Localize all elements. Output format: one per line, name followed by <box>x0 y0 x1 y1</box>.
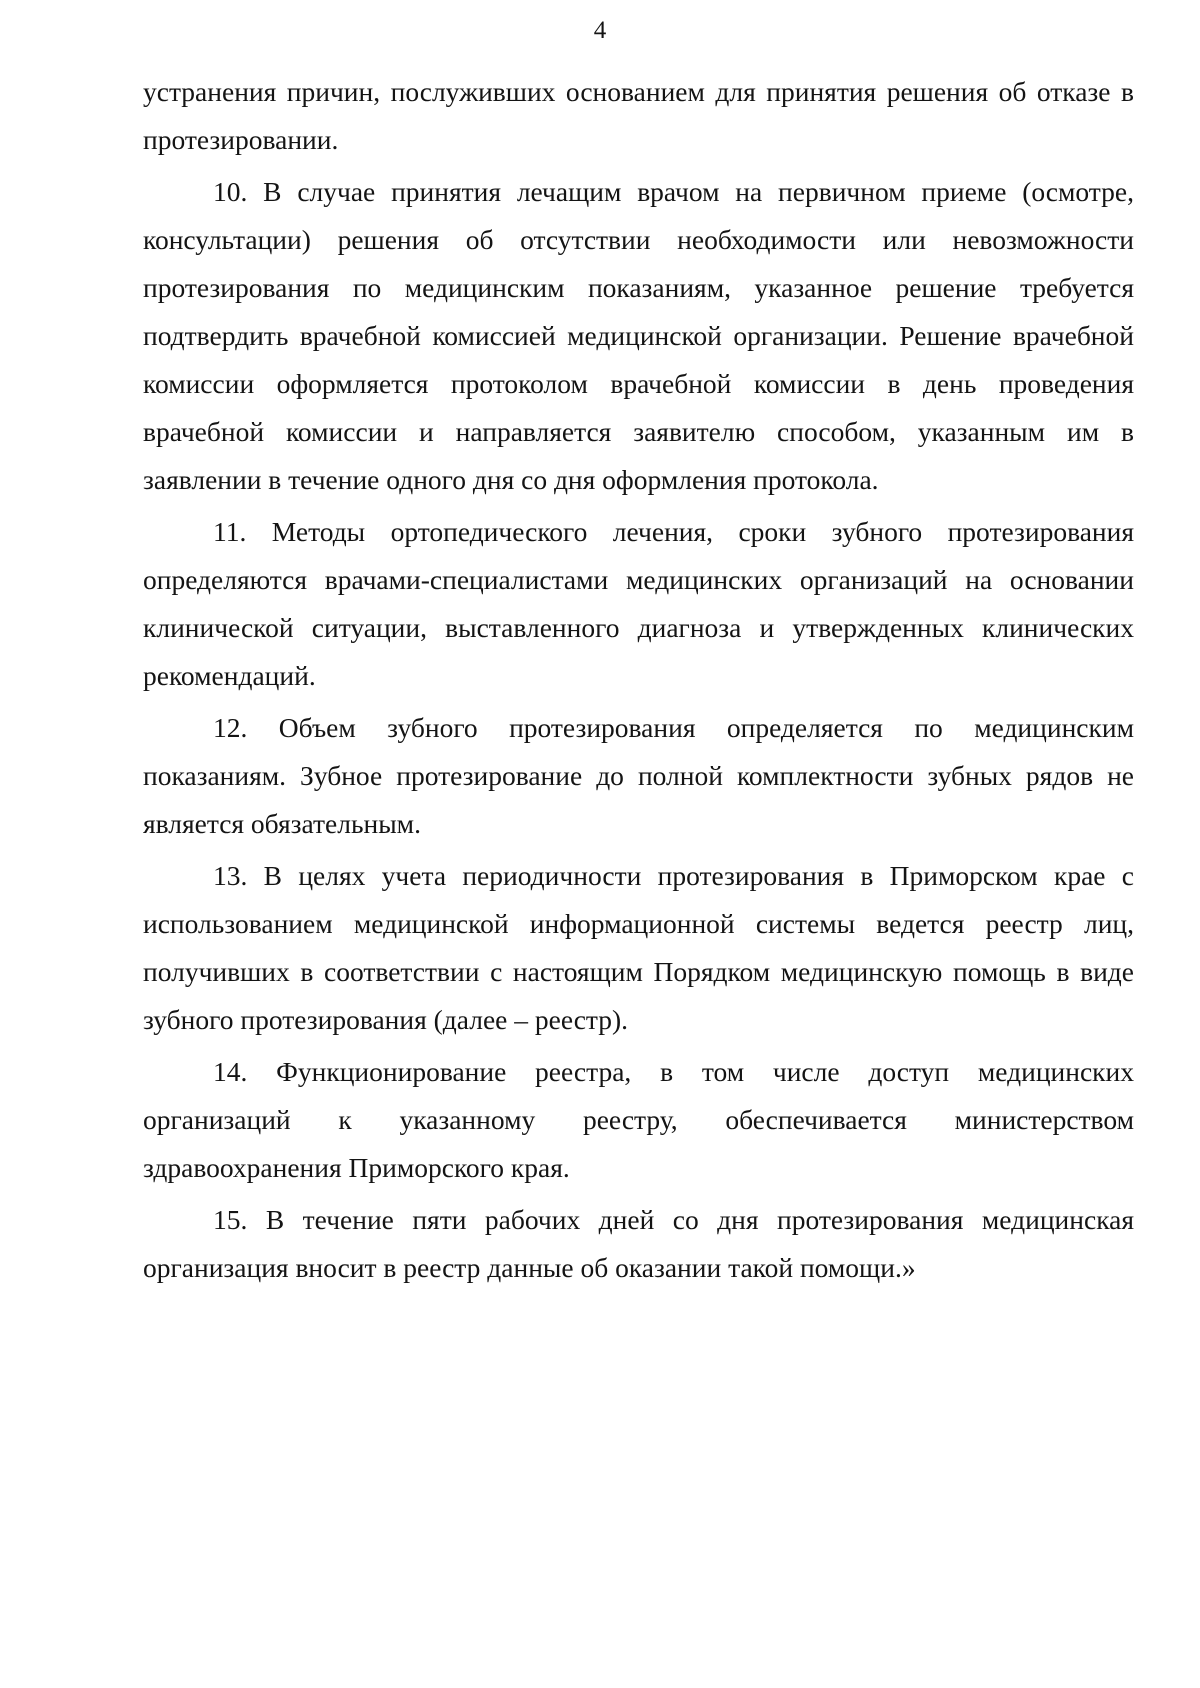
paragraph-item-12: 12. Объем зубного протезирования определяется по медицинским показаниям. Зубное протезирование до полной комплектности зубных рядов не является обязательным. <box>143 712 1134 839</box>
document-body <box>143 68 1134 1292</box>
page-number: 4 <box>593 17 607 44</box>
paragraph-continuation: устранения причин, послуживших основанием для принятия решения об отказе в протезировании. <box>143 76 1134 155</box>
paragraph-item-13: 13. В целях учета периодичности протезирования в Приморском крае с использованием медицинской информационной системы ведется реестр лиц, получивших в соответствии с настоящим Порядком медицинскую помощь в виде зубного протезирования (далее – реестр). <box>143 860 1134 1035</box>
paragraph-item-15: 15. В течение пяти рабочих дней со дня протезирования медицинская организация вносит в реестр данные об оказании такой помощи.» <box>143 1204 1134 1283</box>
paragraph-item-14: 14. Функционирование реестра, в том числе доступ медицинских организаций к указанному реестру, обеспечивается министерством здравоохранения Приморского края. <box>143 1056 1134 1183</box>
paragraph-item-10: 10. В случае принятия лечащим врачом на первичном приеме (осмотре, консультации) решения об отсутствии необходимости или невозможности протезирования по медицинским показаниям, указанное решение требуется подтвердить врачебной комиссией медицинской организации. Решение врачебной комиссии оформляется протоколом врачебной комиссии в день проведения врачебной комиссии и направляется заявителю способом, указанным им в заявлении в течение одного дня со дня оформления протокола. <box>143 176 1134 495</box>
paragraph-item-11: 11. Методы ортопедического лечения, сроки зубного протезирования определяются врачами-специалистами медицинских организаций на основании клинической ситуации, выставленного диагноза и утвержденных клинических рекомендаций. <box>143 516 1134 691</box>
